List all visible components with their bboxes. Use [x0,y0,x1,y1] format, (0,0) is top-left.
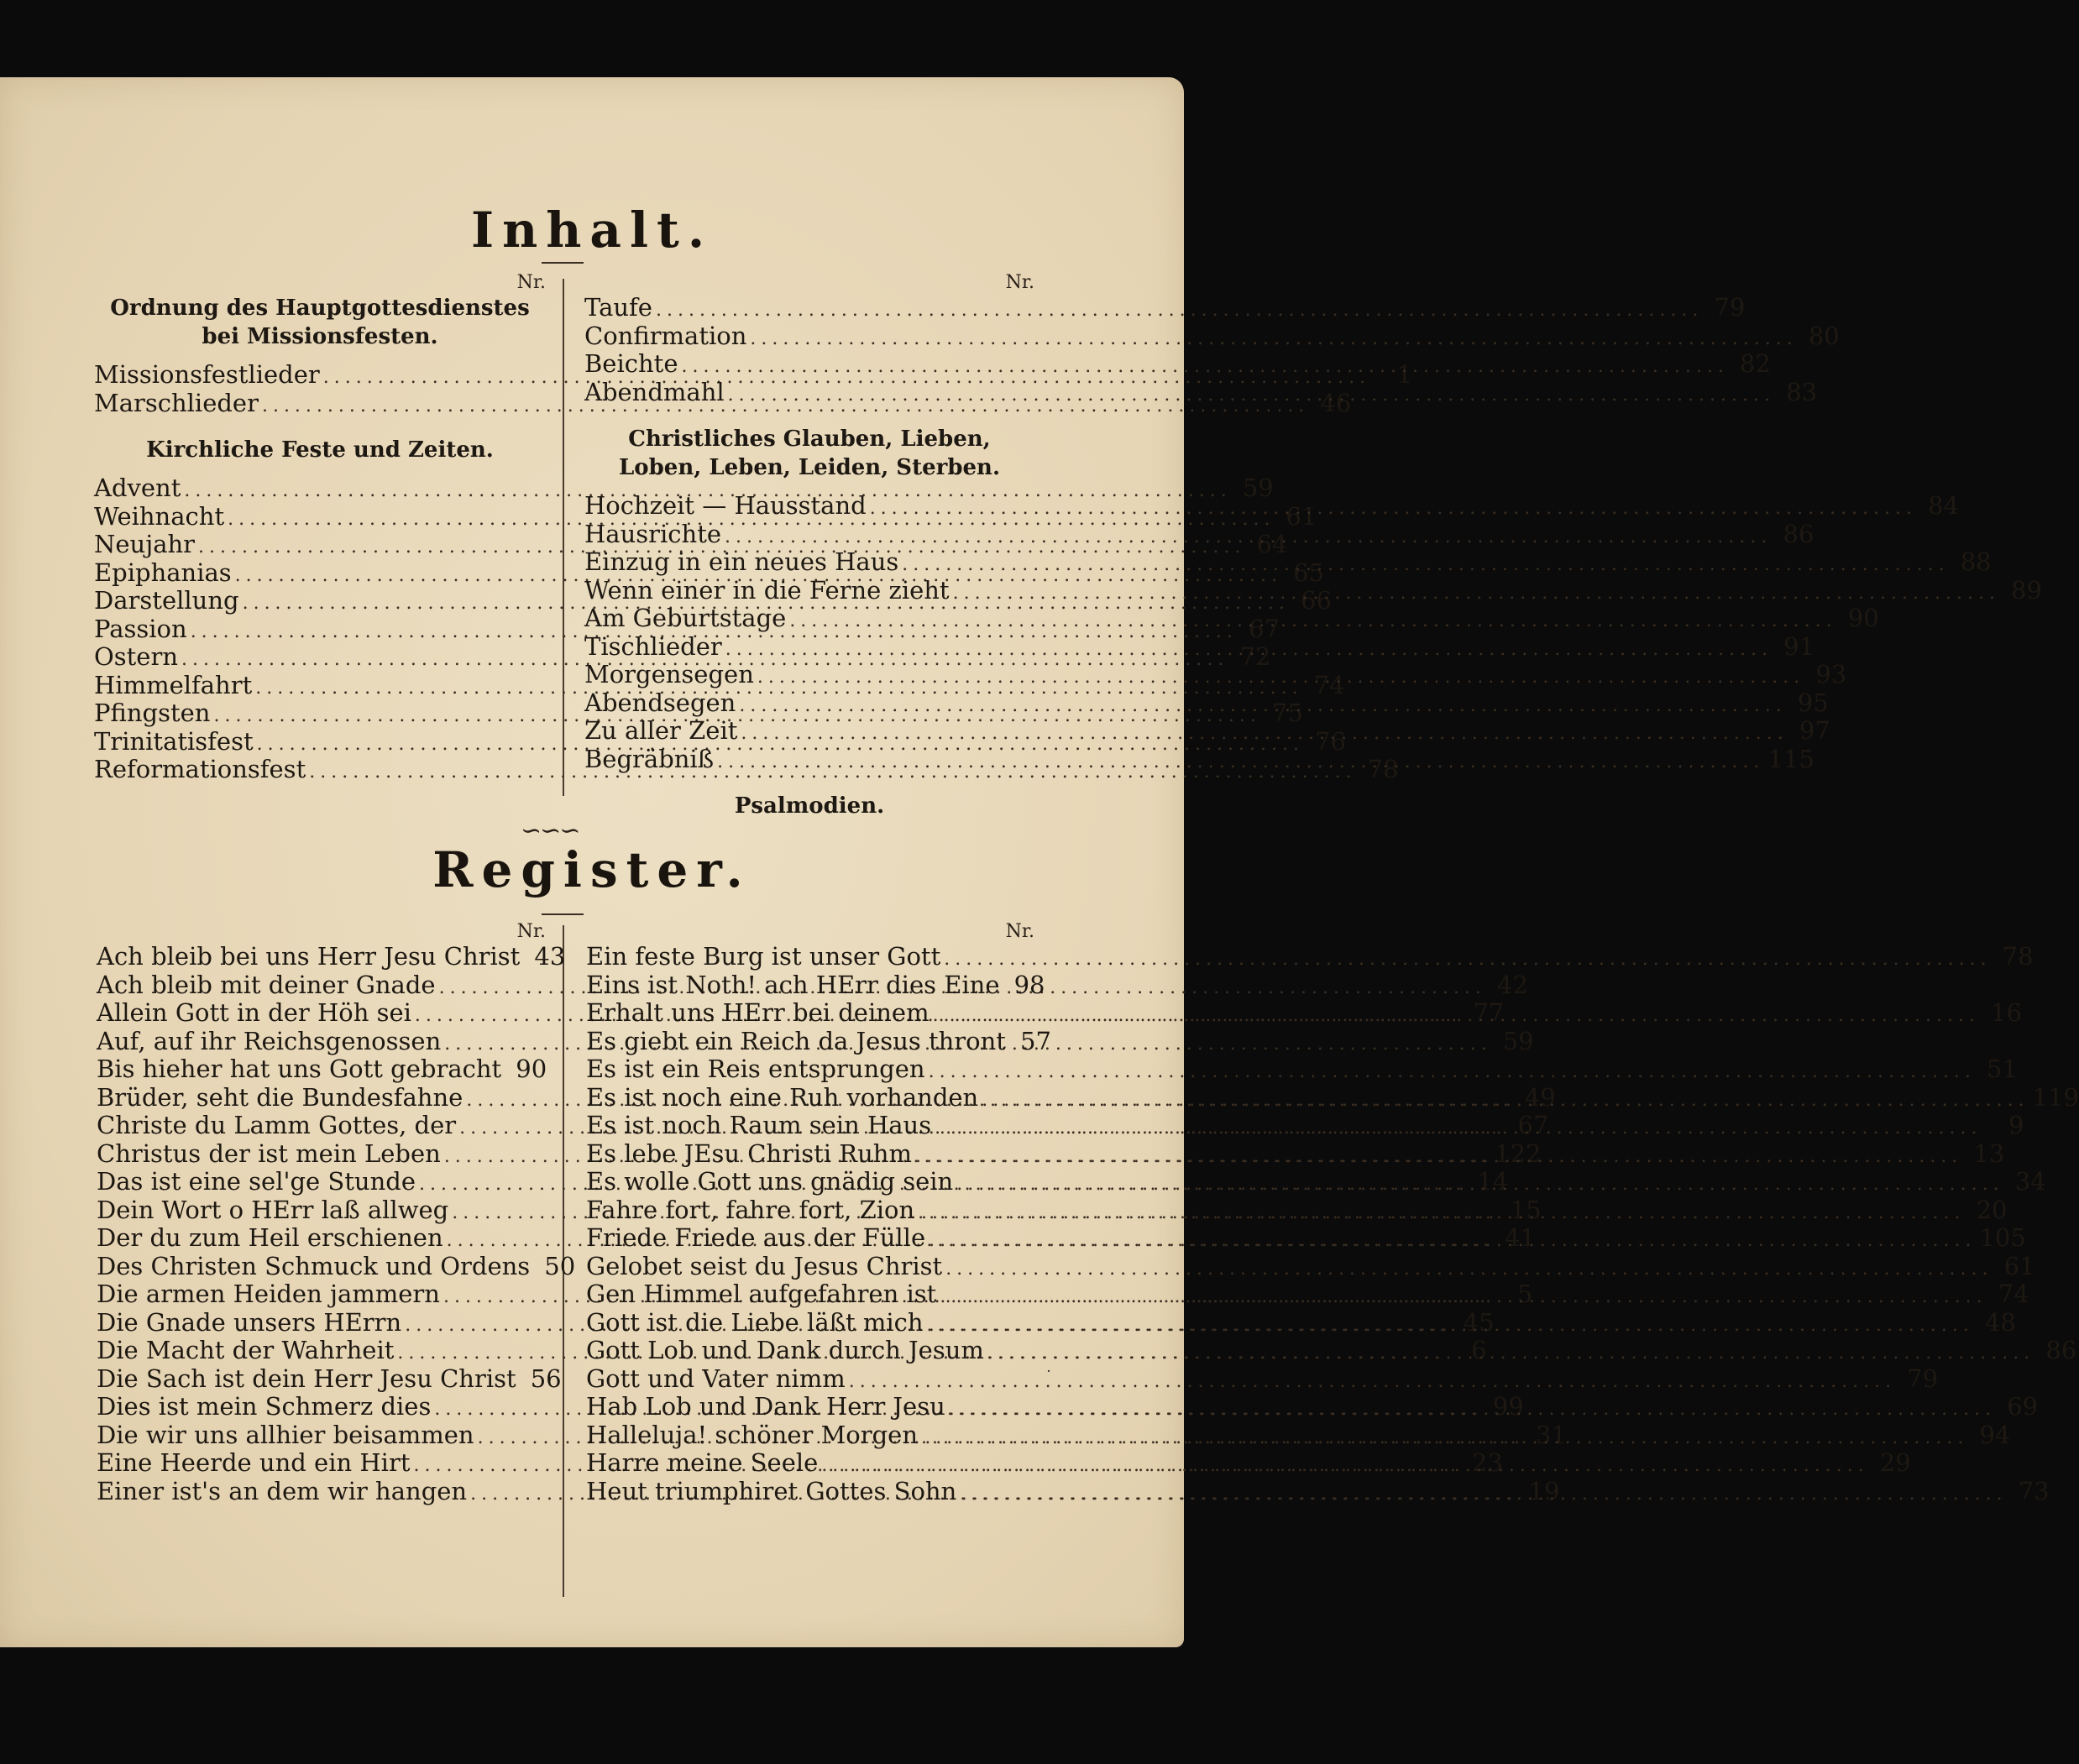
entry-title: Begräbniß [584,744,715,773]
dot-leader [918,1199,1965,1227]
entry-row [97,942,566,971]
entry-title: Neujahr [94,530,196,558]
entry-title: Einzug in ein neues Haus [584,547,899,576]
entry-number: 94 [1979,1420,2011,1449]
section-heading: Kirchliche Feste und Zeiten. [146,437,494,463]
dot-leader [821,1452,1868,1480]
entry-title: Bis hieher hat uns Gott gebracht [97,1055,502,1083]
dot-leader [982,1082,2029,1115]
entry-title: Des Christen Schmuck und Ordens [97,1251,531,1280]
entry-row [97,1055,546,1084]
entry-number: 34 [2014,1167,2046,1196]
entry-title: Epiphanias [94,557,232,587]
entry-title: Fahre fort, fahre fort, Zion [586,1195,915,1224]
entry-row [94,474,1274,503]
entry-number: 66 [1301,586,1332,615]
dot-leader [960,1476,2007,1509]
entry-title: Passion [94,614,187,643]
entry-title: Gelobet seist du Jesus Christ [586,1251,943,1280]
entry-number: 105 [1979,1223,2026,1252]
entry-number: 6 [1471,1336,1487,1364]
ornament-divider: ∽∽∽ [521,816,579,845]
dot-leader [929,1058,1976,1086]
entry-title: Abendmahl [584,377,725,406]
entry-title: Zu aller Zeit [584,716,738,745]
entry-number: 46 [1320,388,1352,417]
entry-title: Weihnacht [94,501,225,531]
entry-number: 45 [1463,1307,1495,1337]
dot-leader [870,495,1917,523]
nr-label: Nr. [516,272,546,293]
dot-leader [945,1255,1993,1284]
entry-row [586,1364,1939,1394]
entry-title: Das ist eine sel'ge Stunde [97,1167,416,1196]
entry-number: 84 [1928,491,1960,520]
entry-title: Christus der ist mein Leben [97,1138,441,1168]
entry-number: 86 [2045,1336,2077,1364]
dot-leader [927,1307,1974,1340]
entry-number: 9 [2008,1111,2024,1139]
entry-number: 119 [2032,1082,2079,1112]
entry-number: 82 [1739,349,1771,378]
entry-number: 51 [1987,1055,2018,1083]
book-page [0,77,2079,1647]
dot-leader [757,663,1804,692]
entry-row [586,1251,2035,1281]
entry-number: 1 [1396,360,1413,389]
nr-label: Nr. [1005,921,1034,942]
entry-number: 90 [516,1055,547,1083]
entry-row [97,1251,576,1281]
entry-title: Confirmation [584,321,747,350]
dot-leader [940,1283,1987,1311]
entry-title: Hochzeit — Hausstand [584,491,867,520]
entry-number: 15 [1510,1195,1542,1224]
title-rule [542,913,584,915]
entry-title: Dein Wort o HErr laß allweg [97,1195,449,1224]
entry-title: Eine Heerde und ein Hirt [97,1448,411,1477]
dot-leader [956,1167,2003,1199]
entry-number: 77 [1473,998,1505,1027]
entry-number: 75 [1271,699,1303,727]
entry-row [586,970,1045,1000]
entry-number: 78 [2002,942,2034,971]
entry-number: 83 [1786,377,1817,406]
inhalt-title: Inhalt. [470,202,714,259]
entry-title: Friede Friede aus der Fülle [586,1223,926,1252]
entry-title: Gott ist die Liebe läßt mich [586,1307,924,1337]
dot-leader [953,579,2000,608]
dot-leader [728,381,1775,410]
entry-title: Wenn einer in die Ferne zieht [584,575,950,605]
entry-number: 76 [1315,726,1346,756]
entry-title: Hab Lob und Dank Herr Jesu [586,1392,945,1421]
dot-leader [949,1392,1996,1424]
entry-number: 67 [1517,1111,1549,1139]
entry-title: Es ist noch Raum sein Haus [586,1111,932,1139]
entry-title: Trinitatisfest [94,726,254,756]
entry-number: 115 [1767,744,1815,773]
dot-leader [789,607,1836,636]
entry-title: Marschlieder [94,388,259,417]
entry-title: Brüder, seht die Bundesfahne [97,1082,463,1112]
entry-title: Himmelfahrt [94,670,253,699]
entry-row [586,1055,2018,1084]
entry-number: 72 [1239,642,1271,671]
entry-title: Tischlieder [584,631,722,661]
entry-number: 97 [1799,716,1830,745]
entry-title: Einer ist's an dem wir hangen [97,1476,468,1505]
dot-leader [915,1143,1962,1171]
entry-row [586,1336,2077,1365]
dot-leader [935,1111,1982,1143]
dot-leader [656,296,1703,325]
entry-number: 16 [1991,998,2022,1027]
entry-row [584,293,1746,322]
section-heading: Psalmodien. [734,793,885,819]
entry-number: 23 [1471,1448,1503,1477]
entry-title: Pfingsten [94,699,211,727]
entry-row [97,1364,562,1394]
entry-number: 79 [1907,1364,1939,1393]
entry-title: Auf, auf ihr Reichsgenossen [97,1026,442,1055]
entry-number: 65 [1293,557,1325,587]
entry-title: Heut triumphiret Gottes Sohn [586,1476,957,1505]
entry-title: Harre meine Seele [586,1448,819,1477]
entry-number: 74 [1313,670,1345,699]
entry-number: 14 [1477,1167,1509,1196]
entry-number: 88 [1960,547,1992,576]
entry-title: Ein feste Burg ist unser Gott [586,942,941,971]
entry-row [584,349,1771,379]
entry-title: Die Macht der Wahrheit [97,1336,395,1364]
dot-leader [987,1336,2034,1368]
dot-leader [681,353,1728,381]
entry-number: 61 [2003,1251,2035,1280]
entry-number: 50 [544,1251,576,1280]
entry-number: 80 [1808,321,1840,350]
entry-number: 43 [534,942,566,971]
entry-number: 29 [1879,1448,1911,1477]
entry-number: 48 [1984,1307,2016,1337]
entry-number: 59 [1242,474,1274,502]
entry-title: Ach bleib bei uns Herr Jesu Christ [97,942,521,971]
entry-row [584,321,1840,351]
entry-title: Es giebt ein Reich da Jesus thront [586,1026,1006,1055]
title-rule [542,262,584,264]
entry-title: Es wolle Gott uns gnädig sein [586,1167,954,1196]
entry-number: 31 [1536,1420,1567,1449]
entry-number: 59 [1502,1026,1534,1055]
entry-number: 49 [1524,1082,1556,1112]
dot-leader [921,1424,1968,1453]
register-title: Register. [432,841,751,898]
entry-number: 122 [1495,1138,1542,1168]
entry-title: Darstellung [94,586,239,615]
dot-leader [929,1227,1976,1255]
entry-number: 41 [1505,1223,1536,1252]
entry-title: Halleluja! schöner Morgen [586,1420,918,1449]
nr-label: Nr. [1005,272,1034,293]
dot-leader [717,748,1764,777]
entry-number: 91 [1783,631,1815,661]
ink-mark: ˙ [1045,1367,1053,1387]
entry-title: Beichte [584,349,678,378]
entry-title: Taufe [584,293,652,322]
dot-leader [725,523,1772,552]
entry-row [586,942,2034,971]
entry-title: Dies ist mein Schmerz dies [97,1392,432,1421]
entry-title: Abendsegen [584,688,736,717]
entry-number: 56 [530,1364,562,1393]
entry-number: 5 [1516,1280,1533,1308]
entry-title: Der du zum Heil erschienen [97,1223,443,1252]
entry-title: Die wir uns allhier beisammen [97,1420,474,1449]
entry-title: Advent [94,474,181,502]
entry-number: 69 [2007,1392,2039,1421]
section-heading: Ordnung des Hauptgottesdienstes bei Missionsfesten. [110,296,530,349]
entry-number: 79 [1714,293,1746,322]
entry-number: 73 [2018,1476,2050,1505]
entry-title: Die Gnade unsers HErrn [97,1307,402,1337]
entry-number: 74 [1998,1280,2029,1308]
entry-row [586,1026,1051,1056]
entry-title: Es ist ein Reis entsprungen [586,1055,925,1083]
entry-title: Morgensegen [584,660,754,688]
entry-number: 78 [1367,755,1399,783]
entry-title: Gen Himmel aufgefahren ist [586,1280,937,1308]
entry-title: Ostern [94,642,179,671]
entry-number: 98 [1013,970,1045,999]
entry-title: Die armen Heiden jammern [97,1280,440,1308]
entry-title: Gott Lob und Dank durch Jesum [586,1336,984,1364]
nr-label: Nr. [516,921,546,942]
entry-number: 86 [1783,519,1815,548]
entry-number: 57 [1020,1026,1051,1055]
entry-number: 95 [1797,688,1829,717]
entry-title: Es lebe JEsu Christi Ruhm [586,1138,912,1168]
section-heading: Christliches Glauben, Lieben, Loben, Leben, Leiden, Sterben. [618,427,1001,480]
entry-row [586,1280,2029,1309]
entry-number: 67 [1249,614,1280,643]
entry-title: Hausrichte [584,519,722,548]
entry-title: Eins ist Noth! ach HErr dies Eine [586,970,1000,999]
entry-title: Ach bleib mit deiner Gnade [97,970,436,999]
entry-number: 64 [1256,530,1288,558]
entry-title: Reformationsfest [94,755,306,783]
entry-number: 99 [1492,1392,1524,1421]
entry-number: 42 [1497,970,1528,999]
entry-title: Am Geburtstage [584,604,787,632]
entry-number: 20 [1976,1195,2008,1224]
entry-title: Allein Gott in der Höh sei [97,998,411,1027]
dot-leader [849,1368,1896,1396]
entry-title: Erhalt uns HErr bei deinem [586,998,930,1027]
entry-title: Die Sach ist dein Herr Jesu Christ [97,1364,516,1393]
entry-title: Christe du Lamm Gottes, der [97,1111,457,1139]
dot-leader [933,1002,1980,1030]
dot-leader [944,945,1991,974]
entry-number: 89 [2011,575,2042,605]
dot-leader [725,636,1773,664]
entry-title: Es ist noch eine Ruh vorhanden [586,1082,979,1112]
dot-leader [741,720,1788,748]
dot-leader [902,551,1949,579]
entry-title: Missionsfestlieder [94,360,320,389]
entry-number: 93 [1815,660,1847,688]
entry-title: Gott und Vater nimm [586,1364,846,1393]
entry-number: 90 [1847,604,1879,632]
entry-number: 19 [1528,1476,1560,1505]
dot-leader [739,692,1786,720]
entry-number: 13 [1973,1138,2005,1168]
dot-leader [750,325,1797,353]
entry-number: 61 [1286,501,1317,531]
